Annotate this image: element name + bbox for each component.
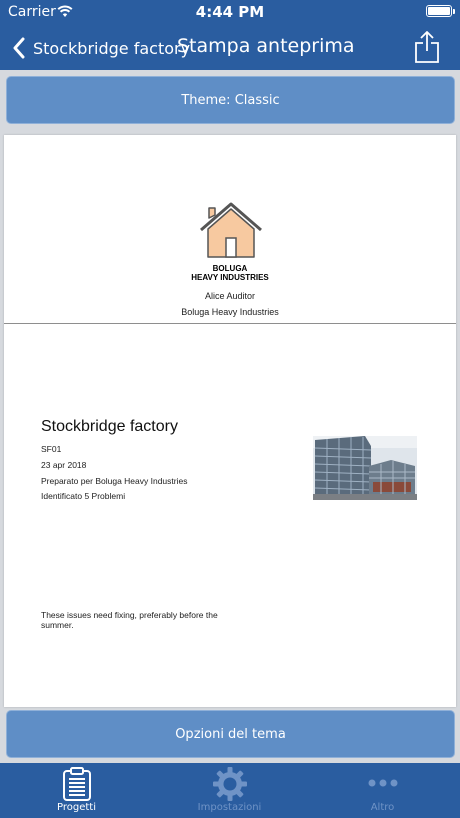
back-button[interactable] — [12, 34, 190, 62]
gear-icon — [212, 766, 248, 802]
tab-settings[interactable] — [153, 763, 306, 818]
company-logo — [196, 201, 266, 261]
battery-icon — [426, 5, 452, 17]
auditor-name: Alice Auditor — [204, 291, 256, 301]
page-title: Stampa anteprima — [177, 35, 355, 57]
more-dots-icon — [368, 778, 398, 788]
report-note: These issues need fixing, preferably before the summer. — [41, 610, 218, 630]
logo-line-2: HEAVY INDUSTRIES — [191, 273, 269, 282]
tab-projects[interactable] — [0, 763, 153, 818]
back-label: Stockbridge factory — [33, 38, 191, 58]
tab-more[interactable] — [306, 763, 459, 818]
theme-button[interactable]: Theme: Classic — [6, 76, 455, 124]
navigation-bar — [0, 24, 460, 70]
prepared-for: Preparato per Boluga Heavy Industries — [41, 476, 188, 486]
project-photo — [313, 436, 417, 500]
clock: 4:44 PM — [195, 3, 265, 21]
theme-options-button[interactable]: Opzioni del tema — [6, 710, 455, 758]
logo-wordmark — [4, 264, 456, 282]
tab-bar — [0, 763, 460, 818]
logo-line-1: BOLUGA — [212, 264, 248, 273]
chevron-left-icon — [12, 37, 26, 59]
clipboard-icon — [62, 767, 92, 801]
carrier-label: Carrier — [8, 4, 56, 20]
print-preview-page[interactable] — [4, 135, 456, 707]
share-icon[interactable] — [414, 30, 440, 64]
report-date: 23 apr 2018 — [41, 460, 87, 470]
tab-label: Altro — [370, 802, 395, 813]
company-name: Boluga Heavy Industries — [181, 307, 279, 317]
status-bar — [0, 0, 460, 24]
project-code: SF01 — [41, 444, 62, 454]
project-title: Stockbridge factory — [41, 418, 178, 435]
issues-count: Identificato 5 Problemi — [41, 491, 126, 501]
tab-label: Progetti — [57, 802, 96, 813]
content-area — [0, 70, 460, 763]
tab-label: Impostazioni — [197, 802, 262, 813]
cover-header — [4, 135, 456, 324]
